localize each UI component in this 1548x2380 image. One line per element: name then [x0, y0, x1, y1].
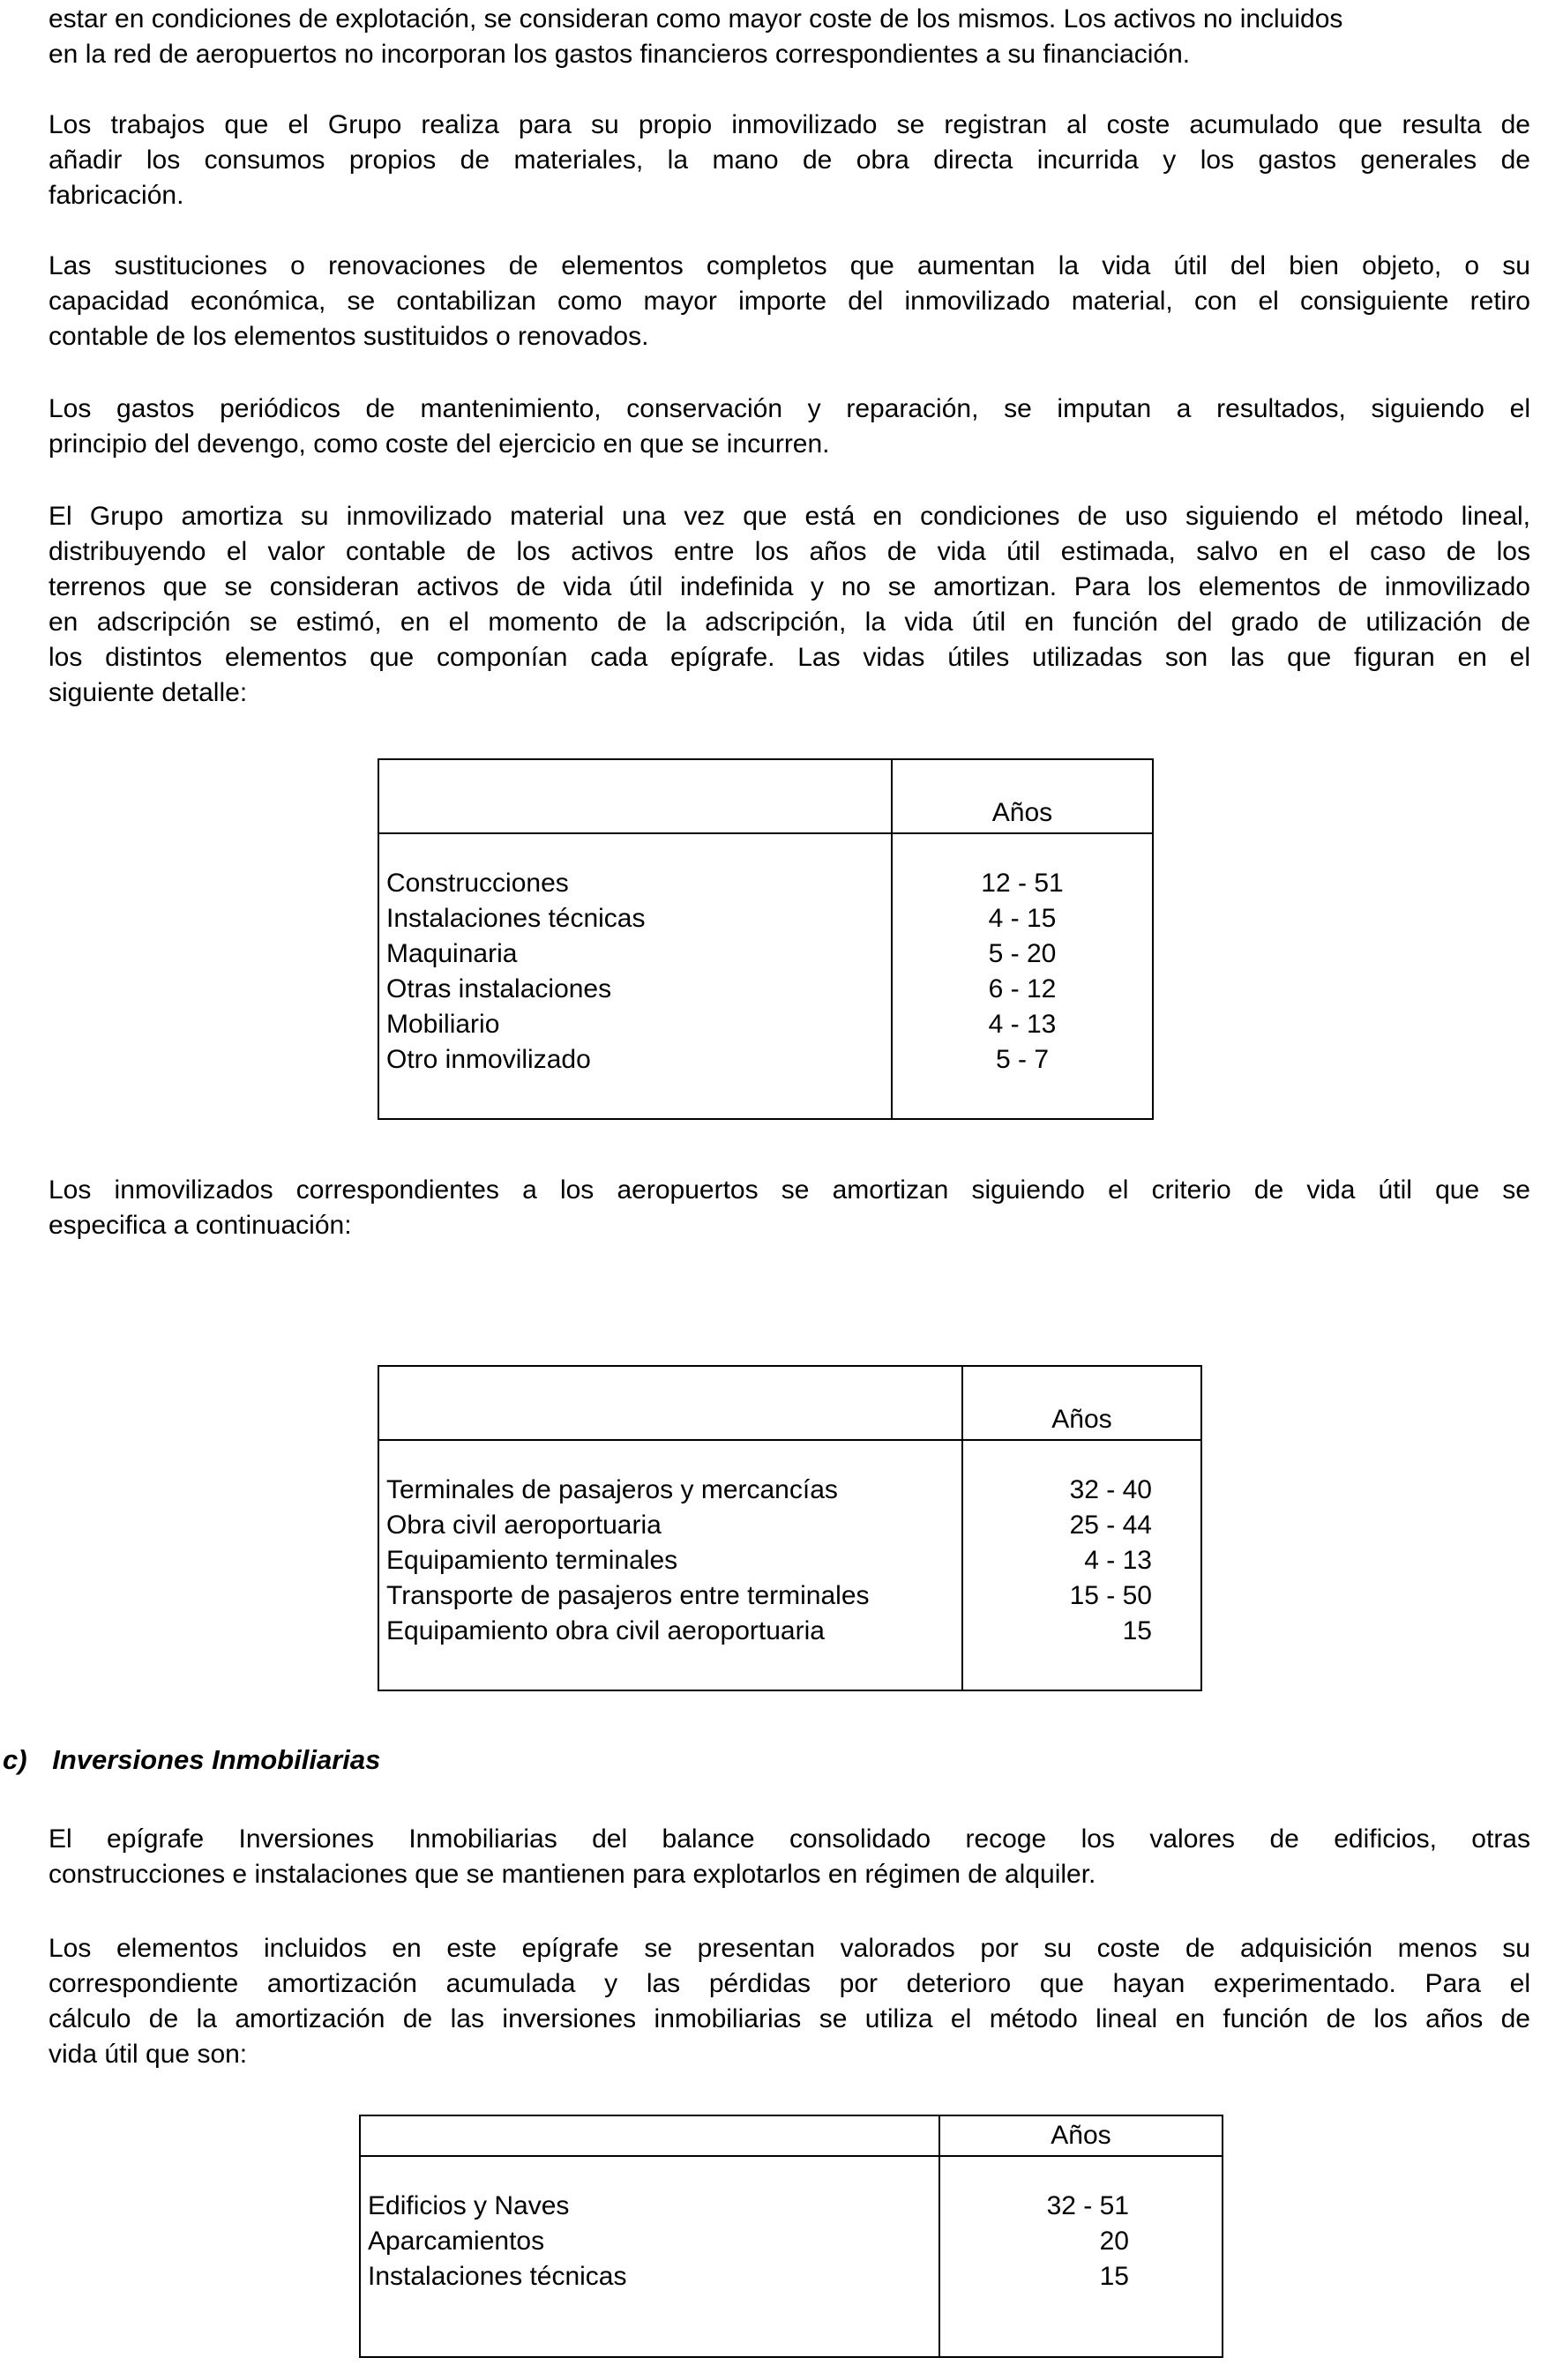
table-header-years: Años: [892, 759, 1153, 833]
text-line: Los trabajos que el Grupo realiza para su propio inmovilizado se registran al coste acumulado que resulta de: [49, 110, 1530, 139]
text-line: siguiente detalle:: [49, 678, 248, 707]
section-title-text: Inversiones Inmobiliarias: [52, 1744, 381, 1775]
text-line: los distintos elementos que componían cada epígrafe. Las vidas útiles utilizadas son las que figuran en el: [49, 643, 1530, 672]
table-row-value: 15: [1122, 1616, 1152, 1645]
table-row-label: Maquinaria: [386, 939, 518, 968]
table-header-blank: [378, 1366, 962, 1440]
text-line: construcciones e instalaciones que se mantienen para explotarlos en régimen de alquiler.: [49, 1860, 1096, 1889]
table-row-label: Obra civil aeroportuaria: [386, 1511, 662, 1540]
table-row-label: Edificios y Naves: [368, 2191, 570, 2220]
table-header-years: Años: [939, 2115, 1223, 2156]
text-line: en adscripción se estimó, en el momento de la adscripción, la vida útil en función del grado de utilización de: [49, 608, 1530, 637]
table-row-label: Instalaciones técnicas: [368, 2262, 627, 2291]
table-values-cell: [939, 2156, 1223, 2357]
table-row-value: 20: [1099, 2227, 1129, 2256]
text-line: capacidad económica, se contabilizan como mayor importe del inmovilizado material, con el consiguiente retiro: [49, 287, 1530, 316]
table-labels-cell: [378, 833, 892, 1119]
table-row-value: 25 - 44: [1069, 1511, 1152, 1540]
text-line: especifica a continuación:: [49, 1211, 352, 1240]
table-row-value: 4 - 15: [988, 904, 1057, 933]
text-line: Los elementos incluidos en este epígrafe se presentan valorados por su coste de adquisición menos su: [49, 1934, 1530, 1963]
table-header-blank: [360, 2115, 939, 2156]
paragraph-financing-costs: [49, 2, 1530, 72]
table-row-value: 5 - 20: [988, 939, 1057, 968]
table-row-label: Equipamiento terminales: [386, 1546, 678, 1575]
table-values-cell: [962, 1440, 1201, 1690]
text-line: estar en condiciones de explotación, se consideran como mayor coste de los mismos. Los activos no incluidos: [49, 4, 1343, 34]
table-row-label: Aparcamientos: [368, 2227, 545, 2256]
text-line: terrenos que se consideran activos de vida útil indefinida y no se amortizan. Para los elementos de inmovilizado: [49, 572, 1530, 601]
useful-life-table-airports: [378, 1365, 1202, 1691]
text-line: principio del devengo, como coste del ejercicio en que se incurren.: [49, 429, 830, 459]
paragraph-investment-valuation: [49, 1931, 1530, 2072]
table-row-label: Instalaciones técnicas: [386, 904, 646, 933]
table-row-label: Otras instalaciones: [386, 974, 612, 1003]
table-row-value: 15: [1099, 2262, 1129, 2291]
useful-life-table-general: [378, 758, 1154, 1120]
table-row-value: 15 - 50: [1069, 1581, 1152, 1610]
text-line: correspondiente amortización acumulada y las pérdidas por deterioro que hayan experimentado. Para el: [49, 1969, 1530, 1998]
paragraph-investment-definition: [49, 1822, 1530, 1892]
table-row-value: 4 - 13: [988, 1010, 1057, 1039]
text-line: distribuyendo el valor contable de los activos entre los años de vida útil estimada, salvo en el caso de los: [49, 537, 1530, 566]
table-header-blank: [378, 759, 892, 833]
table-row-value: 4 - 13: [1084, 1546, 1152, 1575]
text-line: añadir los consumos propios de materiales, la mano de obra directa incurrida y los gastos generales de: [49, 145, 1530, 175]
paragraph-replacements: [49, 249, 1530, 354]
useful-life-table-investments: [359, 2115, 1223, 2358]
table-row-label: Otro inmovilizado: [386, 1045, 591, 1074]
table-row-label: Transporte de pasajeros entre terminales: [386, 1581, 870, 1610]
text-line: Los gastos periódicos de mantenimiento, conservación y reparación, se imputan a resultados, siguiendo el: [49, 394, 1530, 423]
text-line: El Grupo amortiza su inmovilizado material una vez que está en condiciones de uso siguiendo el método lineal,: [49, 502, 1530, 531]
table-row-label: Construcciones: [386, 869, 569, 898]
table-values-cell: [892, 833, 1153, 1119]
table-row-value: 12 - 51: [981, 869, 1064, 898]
table-header-years: Años: [962, 1366, 1201, 1440]
paragraph-maintenance: [49, 392, 1530, 462]
section-letter: c): [3, 1744, 27, 1775]
text-line: El epígrafe Inversiones Inmobiliarias del balance consolidado recoge los valores de edificios, otras: [49, 1824, 1530, 1854]
text-line: cálculo de la amortización de las inversiones inmobiliarias se utiliza el método lineal en función de los años de: [49, 2004, 1530, 2033]
text-line: Los inmovilizados correspondientes a los aeropuertos se amortizan siguiendo el criterio de vida útil que se: [49, 1175, 1530, 1205]
text-line: en la red de aeropuertos no incorporan los gastos financieros correspondientes a su financiación.: [49, 40, 1191, 69]
paragraph-own-work: [49, 108, 1530, 213]
paragraph-airports: [49, 1173, 1530, 1243]
text-line: contable de los elementos sustituidos o renovados.: [49, 322, 649, 351]
table-row-label: Terminales de pasajeros y mercancías: [386, 1475, 838, 1504]
table-row-value: 32 - 40: [1069, 1475, 1152, 1504]
table-row-value: 32 - 51: [1046, 2191, 1129, 2220]
text-line: Las sustituciones o renovaciones de elementos completos que aumentan la vida útil del bien objeto, o su: [49, 251, 1530, 280]
text-line: fabricación.: [49, 181, 184, 210]
table-row-value: 6 - 12: [988, 974, 1057, 1003]
table-row-value: 5 - 7: [995, 1045, 1050, 1074]
table-row-label: Equipamiento obra civil aeroportuaria: [386, 1616, 825, 1645]
paragraph-depreciation: [49, 499, 1530, 711]
table-labels-cell: [360, 2156, 939, 2357]
table-row-label: Mobiliario: [386, 1010, 500, 1039]
section-heading: [3, 1744, 380, 1776]
table-labels-cell: [378, 1440, 962, 1690]
text-line: vida útil que son:: [49, 2040, 248, 2069]
